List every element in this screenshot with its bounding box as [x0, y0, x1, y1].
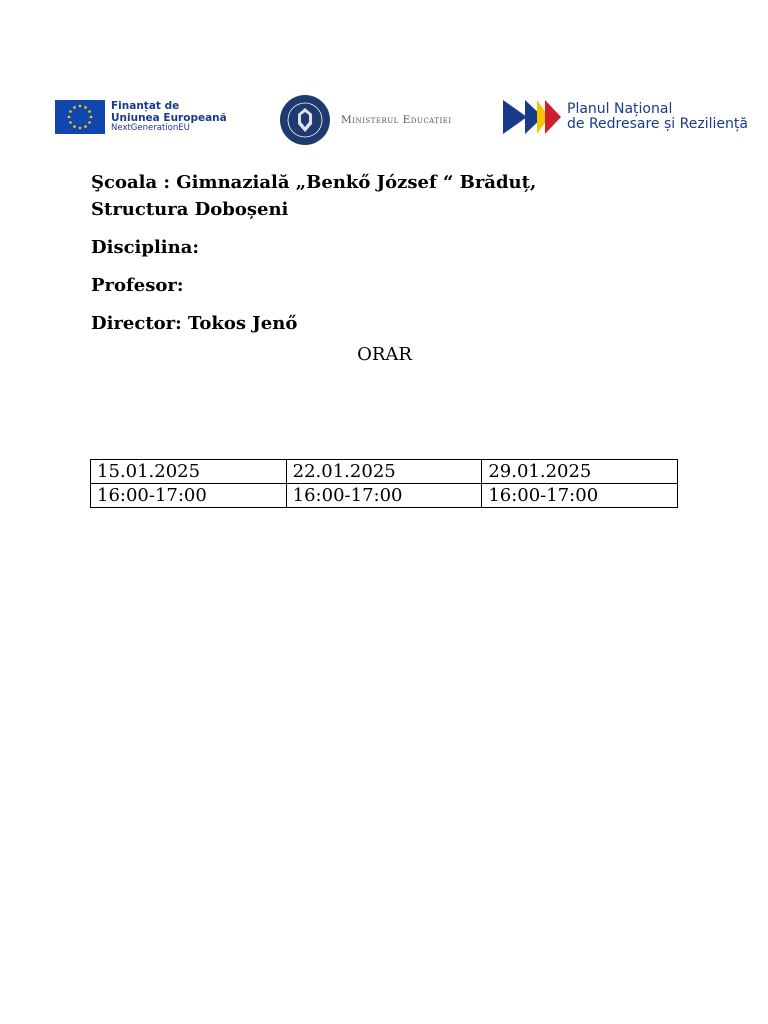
- eu-logo-line2: Uniunea Europeană: [111, 112, 227, 125]
- eu-star-icon: [84, 106, 87, 109]
- eu-logo-text: [111, 100, 227, 134]
- government-seal-icon: [279, 94, 331, 146]
- government-logo: [279, 94, 452, 146]
- eu-star-icon: [90, 116, 93, 119]
- school-line1: Şcoala : Gimnazială „Benkő József “ Brăduț,: [91, 172, 537, 193]
- eu-star-icon: [88, 121, 91, 124]
- eu-star-icon: [68, 116, 71, 119]
- schedule-table: [90, 459, 678, 508]
- schedule-cell: 29.01.2025: [482, 460, 678, 484]
- schedule-cell: 16:00-17:00: [91, 484, 287, 508]
- eu-funding-logo: [55, 97, 227, 137]
- pnrr-mark-icon: [503, 100, 561, 134]
- eu-logo-line3: NextGenerationEU: [111, 123, 190, 134]
- ministry-label: Ministerul Educației: [341, 114, 452, 126]
- schedule-cell: 16:00-17:00: [286, 484, 482, 508]
- eu-star-icon: [79, 127, 82, 130]
- eu-star-icon: [73, 106, 76, 109]
- school-line2: Structura Doboșeni: [91, 199, 289, 220]
- discipline-label: Disciplina:: [91, 237, 200, 258]
- school-name: [91, 169, 681, 223]
- eu-logo-line1: Finanțat de: [111, 100, 180, 113]
- eu-star-icon: [84, 125, 87, 128]
- document-body: [91, 169, 681, 365]
- pnrr-logo-line1: Planul Național: [567, 100, 673, 117]
- pnrr-logo-line2: de Redresare și Reziliență: [567, 116, 748, 132]
- teacher-label: Profesor:: [91, 275, 184, 296]
- schedule-table-body: [91, 460, 678, 508]
- schedule-row: [91, 460, 678, 484]
- schedule-row: [91, 484, 678, 508]
- eu-star-icon: [88, 110, 91, 113]
- schedule-cell: 15.01.2025: [91, 460, 287, 484]
- document-title: ORAR: [357, 344, 412, 365]
- pnrr-logo-text: [567, 102, 748, 133]
- schedule-cell: 22.01.2025: [286, 460, 482, 484]
- eu-star-icon: [69, 121, 72, 124]
- schedule-cell: 16:00-17:00: [482, 484, 678, 508]
- eu-star-icon: [79, 105, 82, 108]
- eu-flag-icon: [55, 100, 105, 134]
- director-label: Director: Tokos Jenő: [91, 313, 298, 334]
- eu-star-icon: [69, 110, 72, 113]
- eu-star-icon: [73, 125, 76, 128]
- pnrr-logo: [503, 100, 748, 134]
